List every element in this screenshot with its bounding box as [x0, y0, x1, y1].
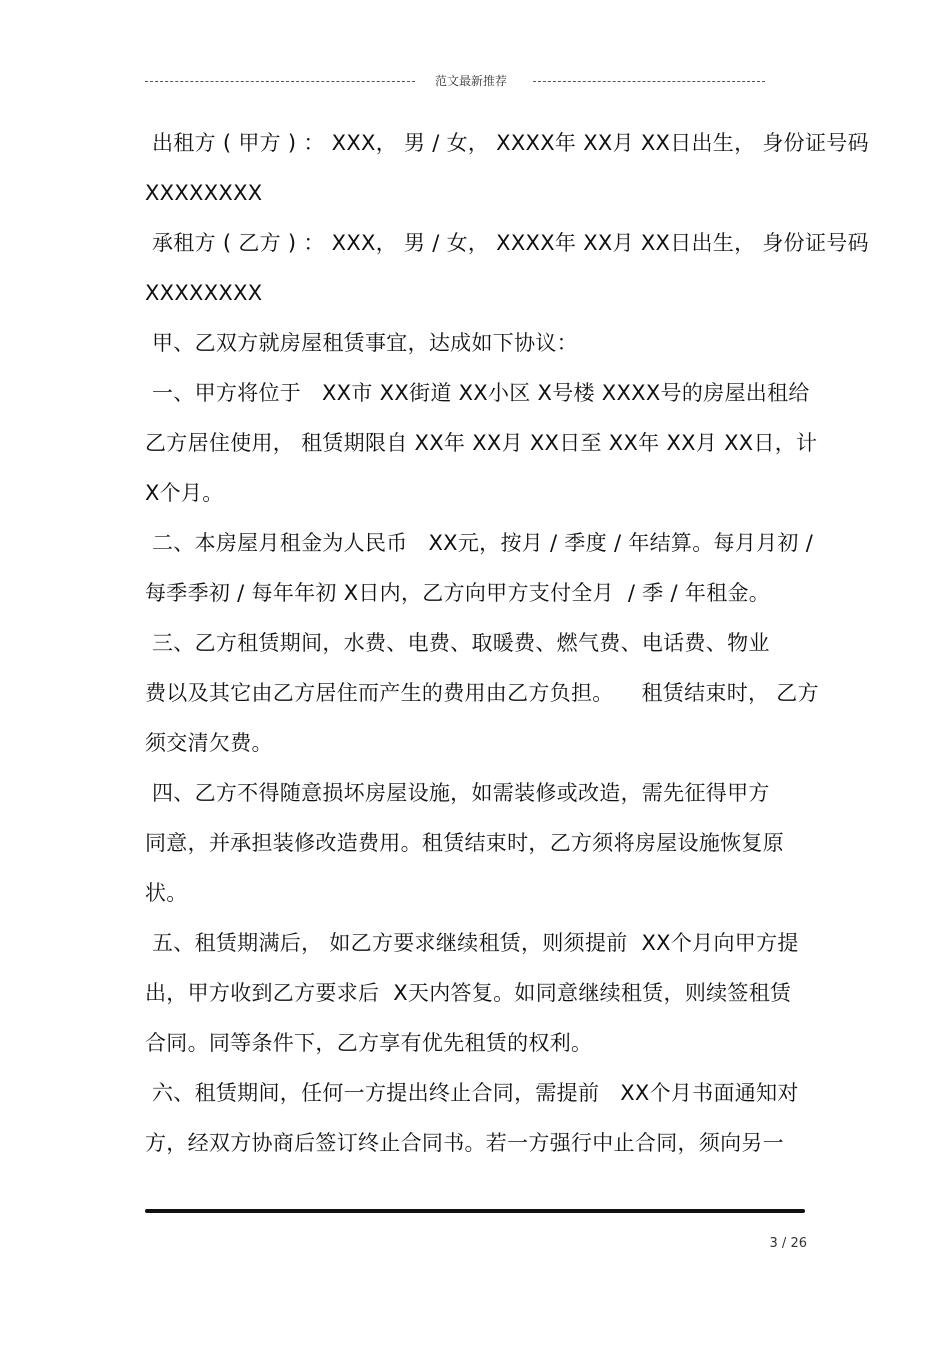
text-line: 一、甲方将位于 XX市 XX街道 XX小区 X号楼 XXXX号的房屋出租给: [145, 381, 810, 405]
text-line: 方，经双方协商后签订终止合同书。若一方强行中止合同，须向另一: [145, 1131, 784, 1155]
text-line: 三、乙方租赁期间，水费、电费、取暖费、燃气费、电话费、物业: [145, 631, 770, 655]
text-line: XXXXXXXX: [145, 181, 263, 205]
header-dash-left: [145, 81, 415, 82]
text-line: 六、租赁期间，任何一方提出终止合同，需提前 XX个月书面通知对: [145, 1081, 799, 1105]
text-line: 五、租赁期满后， 如乙方要求继续租赁，则须提前 XX个月向甲方提: [145, 931, 799, 955]
text-line: 状。: [145, 881, 188, 905]
text-line: 出，甲方收到乙方要求后 X天内答复。如同意继续租赁，则续签租赁: [145, 981, 792, 1005]
text-line: 出租方 ( 甲方 ) ： XXX， 男 / 女， XXXX年 XX月 XX日出生， 身份证号码: [145, 131, 869, 155]
text-line: 费以及其它由乙方居住而产生的费用由乙方负担。 租赁结束时， 乙方: [145, 681, 819, 705]
text-line: 承租方 ( 乙方 ) ： XXX， 男 / 女， XXXX年 XX月 XX日出生， 身份证号码: [145, 231, 869, 255]
footer-rule: [145, 1209, 805, 1213]
text-line: 每季季初 / 每年年初 X日内，乙方向甲方支付全月 / 季 / 年租金。: [145, 581, 771, 605]
text-line: 二、本房屋月租金为人民币 XX元，按月 / 季度 / 年结算。每月月初 /: [145, 531, 814, 555]
text-line: XXXXXXXX: [145, 281, 263, 305]
text-line: 同意，并承担装修改造费用。租赁结束时，乙方须将房屋设施恢复原: [145, 831, 784, 855]
header-dash-right: [533, 81, 765, 82]
text-line: X个月。: [145, 481, 224, 505]
text-line: 合同。同等条件下，乙方享有优先租赁的权利。: [145, 1031, 593, 1055]
text-line: 四、乙方不得随意损坏房屋设施，如需装修或改造，需先征得甲方: [145, 781, 770, 805]
text-line: 甲、乙双方就房屋租赁事宜，达成如下协议：: [145, 331, 578, 355]
text-line: 须交清欠费。: [145, 731, 273, 755]
header-title: 范文最新推荐: [435, 74, 508, 88]
document-body: [145, 118, 869, 1168]
page-number: 3 / 26: [769, 1236, 807, 1251]
text-line: 乙方居住使用， 租赁期限自 XX年 XX月 XX日至 XX年 XX月 XX日，计: [145, 431, 818, 455]
page-header: [145, 72, 765, 92]
